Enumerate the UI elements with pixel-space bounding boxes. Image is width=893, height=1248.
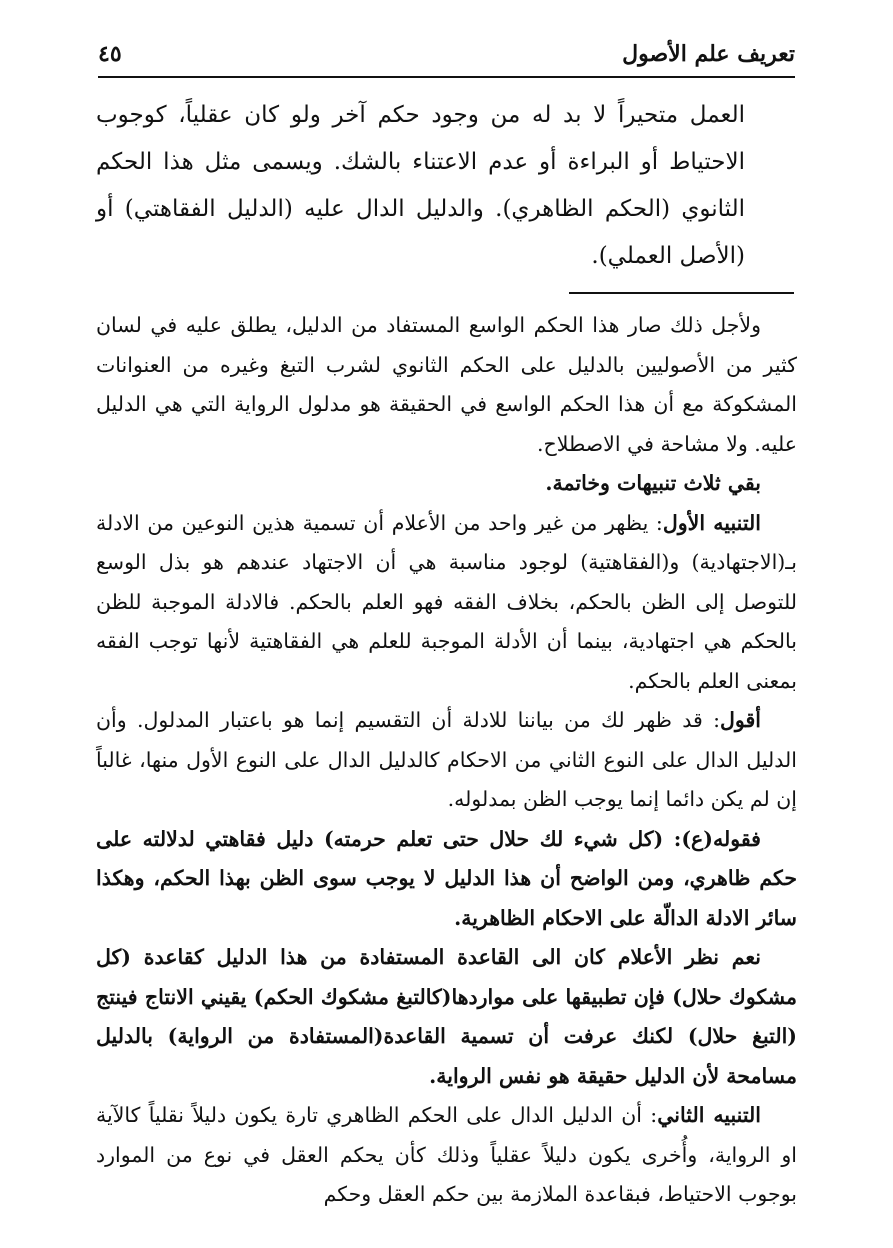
paragraph-hadith: فقوله(ع): (كل شيء لك حلال حتى تعلم حرمته) دليل فقاهتي لدلالته على حكم ظاهري، ومن الواضح أن هذا الدليل لا يوجب سوى الظن بهذا الحكم، وهكذا سائر الادلة الدالّة على الاحكام الظاهرية. bbox=[96, 826, 797, 930]
paragraph-notes-intro: بقي ثلاث تنبيهات وخاتمة. bbox=[545, 471, 761, 495]
footnote-separator bbox=[569, 292, 794, 294]
second-note-body: : أن الدليل الدال على الحكم الظاهري تارة يكون دليلاً نقلياً كالآية او الرواية، وأُخرى يكون دليلاً عقلياً وذلك كأن يحكم العقل في نوع من الموارد بوجوب الاحتياط، فبقاعدة الملازمة بين حكم العقل وحكم bbox=[96, 1103, 797, 1206]
first-note-body: : يظهر من غير واحد من الأعلام أن تسمية هذين النوعين من الادلة بـ(الاجتهادية) و(الفقاهتية) لوجود مناسبة هي أن الاجتهاد عندهم هو بذل الوسع للتوصل إلى الظن بالحكم، بخلاف الفقه فهو العلم بالحكم. فالادلة الموجبة للظن بالحكم هي اجتهادية، بينما أن الأدلة الموجبة للعلم هي الفقاهتية لأنها توجب الفقه بمعنى العلم بالحكم. bbox=[96, 510, 797, 693]
header-rule bbox=[98, 76, 795, 78]
upper-text-block bbox=[96, 92, 797, 280]
paragraph-terminology: ولأجل ذلك صار هذا الحكم الواسع المستفاد من الدليل، يطلق عليه في لسان كثير من الأصوليين بالدليل على الحكم الثانوي لشرب التبغ وغيره من العنوانات المشكوكة مع أن هذا الحكم الواسع في الحقيقة هو مدلول الرواية التي هي الدليل عليه. ولا مشاحة في الاصطلاح. bbox=[96, 313, 797, 456]
footnote-text-block bbox=[96, 306, 797, 1215]
aqulu-heading: أقول bbox=[720, 708, 761, 732]
aqulu-body: : قد ظهر لك من بياننا للادلة أن التقسيم إنما هو باعتبار المدلول. وأن الدليل الدال على النوع الثاني من الاحكام كالدليل الدال على النوع الأول منها، غالباً إن لم يكن دائما إنما يوجب الظن بمدلوله. bbox=[96, 708, 797, 811]
first-note-heading: التنبيه الأول bbox=[662, 510, 761, 535]
second-note-heading: التنبيه الثاني bbox=[657, 1103, 761, 1127]
upper-paragraph: العمل متحيراً لا بد له من وجود حكم آخر ولو كان عقلياً، كوجوب الاحتياط أو البراءة أو عدم الاعتناء بالشك. ويسمى مثل هذا الحكم الثانوي (الحكم الظاهري). والدليل الدال عليه (الدليل الفقاهتي) أو (الأصل العملي). bbox=[96, 102, 745, 269]
paragraph-aqulu bbox=[96, 701, 797, 820]
header-title: تعريف علم الأصول bbox=[622, 41, 795, 67]
paragraph-first-note bbox=[96, 504, 797, 702]
page-number: ٤٥ bbox=[98, 41, 122, 67]
running-head bbox=[98, 36, 795, 72]
paragraph-rule: نعم نظر الأعلام كان الى القاعدة المستفادة من هذا الدليل كقاعدة (كل مشكوك حلال) فإن تطبيقها على مواردها(كالتبغ مشكوك الحكم) يقيني الانتاج فينتج (التبغ حلال) لكنك عرفت أن تسمية القاعدة(المستفادة من الرواية) بالدليل مسامحة لأن الدليل حقيقة هو نفس الرواية. bbox=[96, 945, 797, 1088]
paragraph-second-note bbox=[96, 1096, 797, 1215]
